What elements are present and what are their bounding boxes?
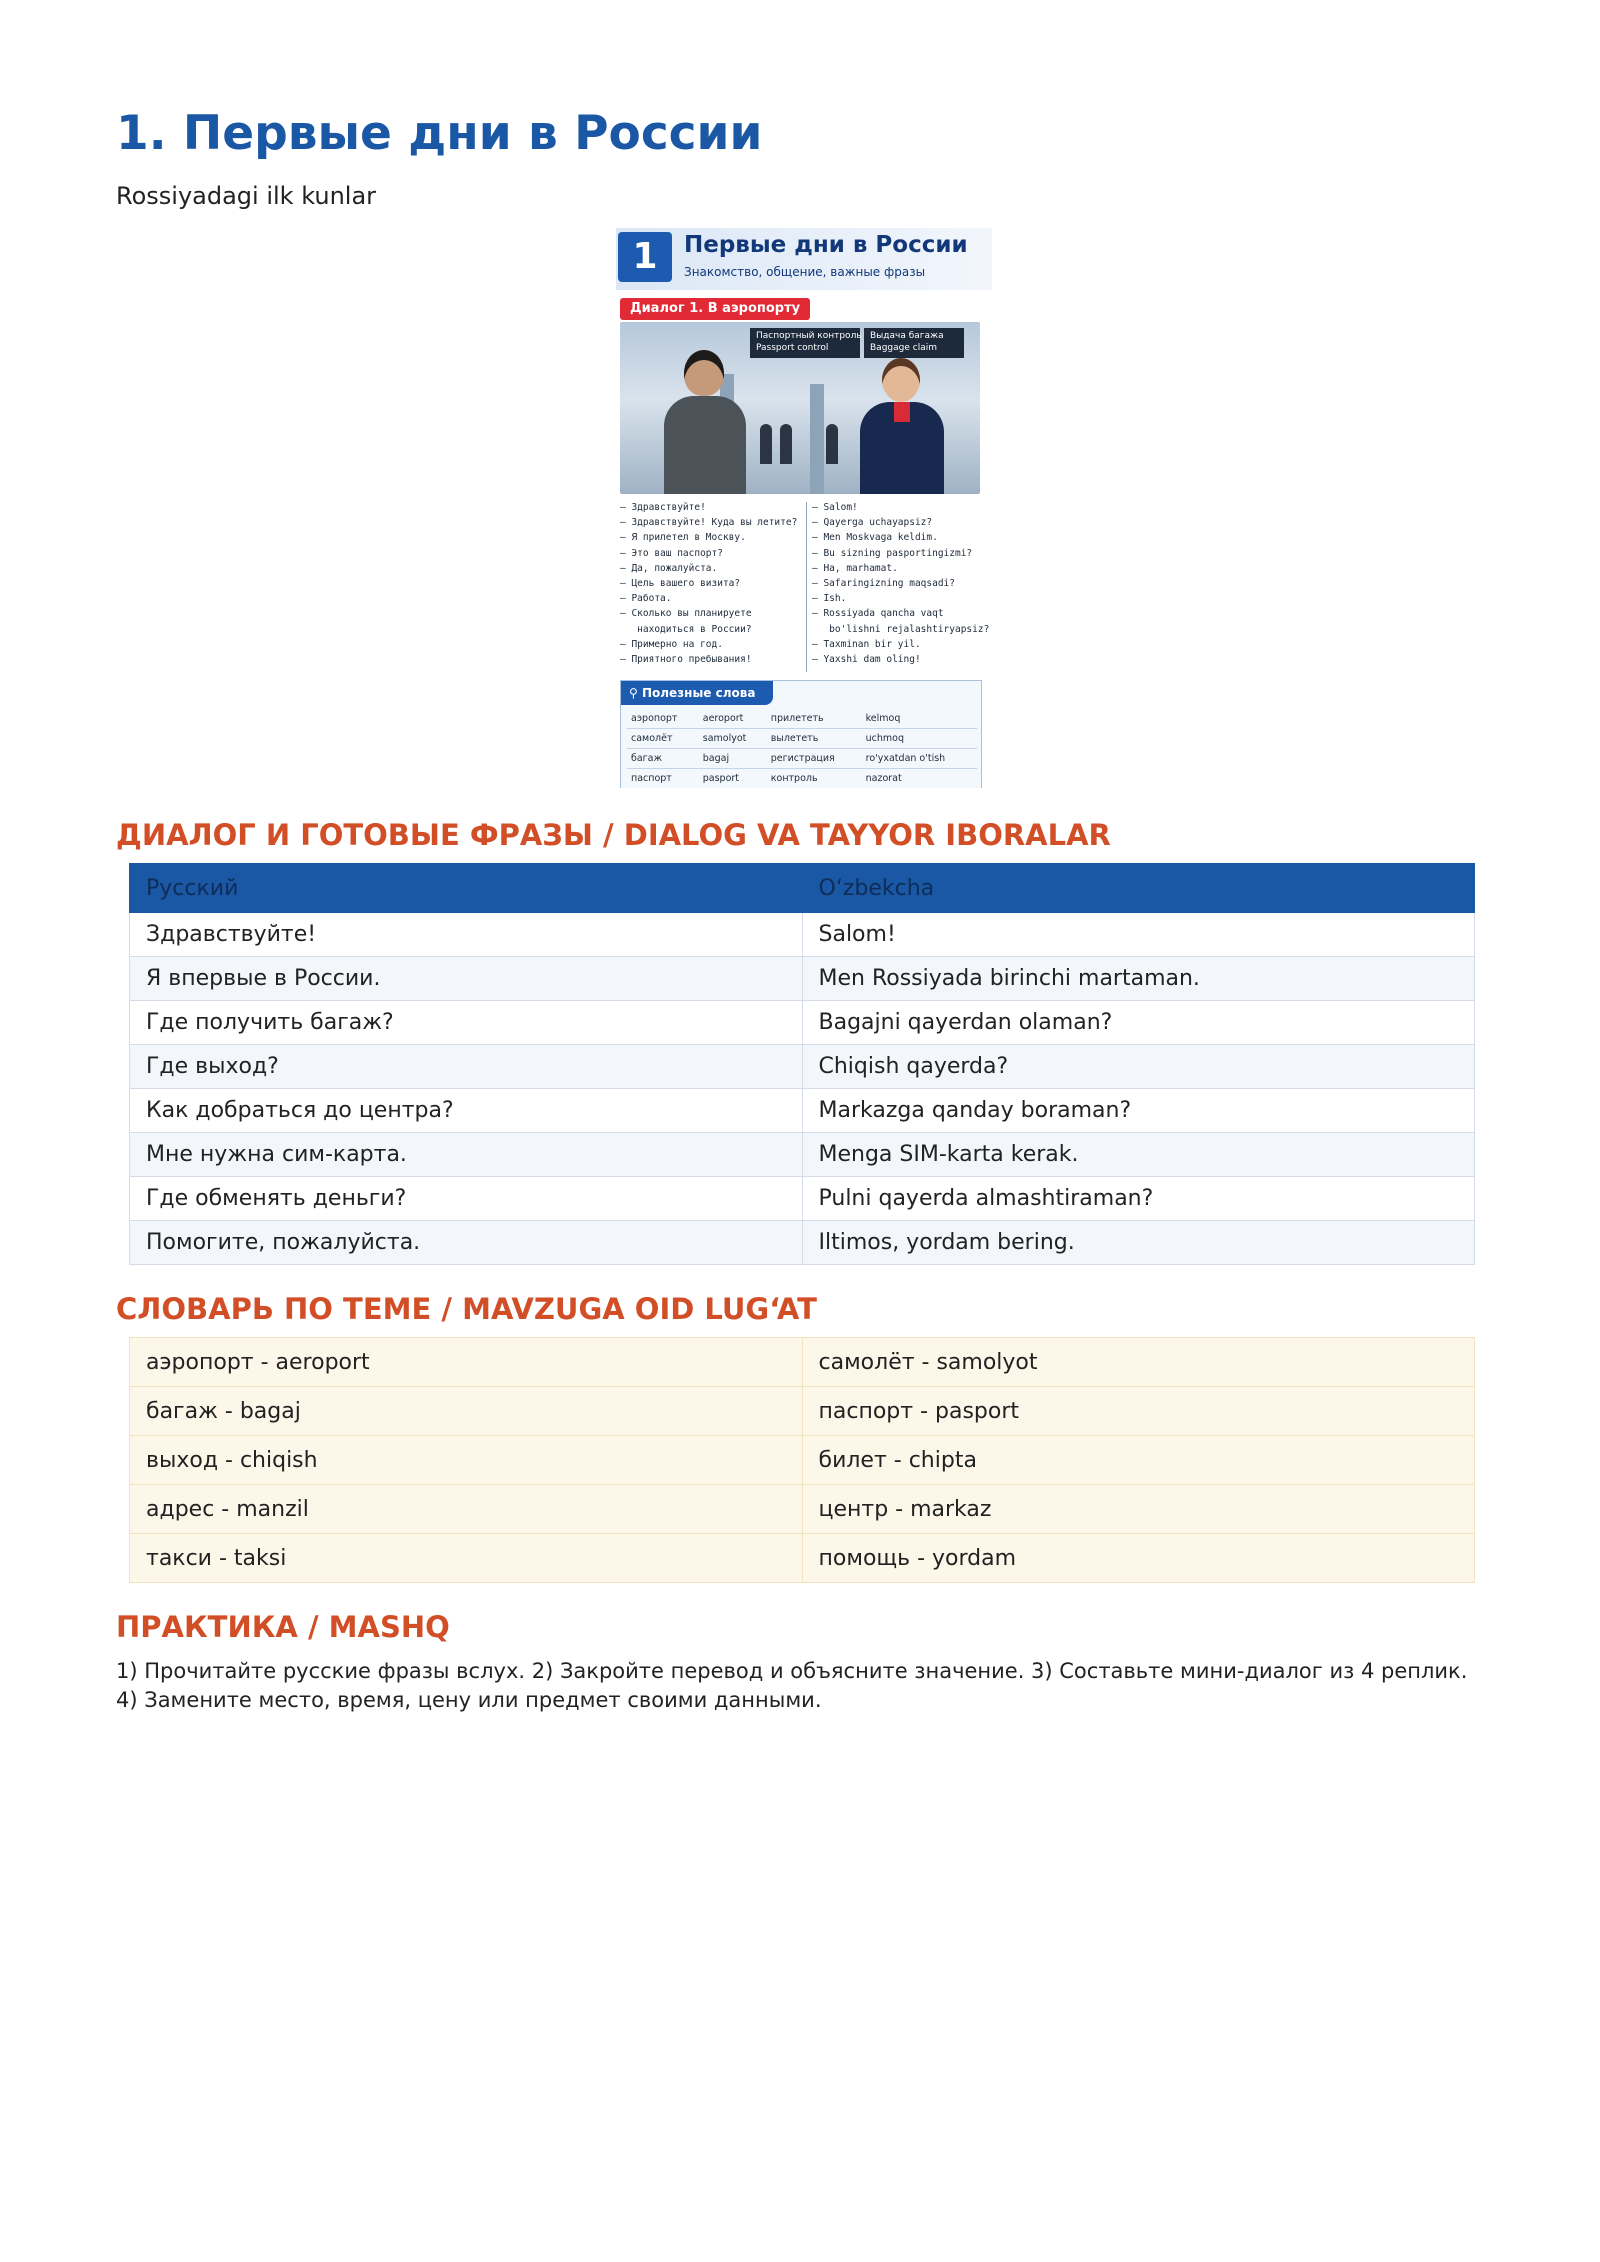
- vocab-cell: aeroport: [699, 709, 767, 729]
- table-row: [130, 1338, 1475, 1387]
- vocab-entry: помощь - yordam: [802, 1534, 1475, 1583]
- vocab-cell: kelmoq: [862, 709, 977, 729]
- phrase-ru: Как добраться до центра?: [130, 1089, 803, 1133]
- illustration-vocab-title-text: Полезные слова: [641, 686, 756, 700]
- vocab-entry: самолёт - samolyot: [802, 1338, 1475, 1387]
- table-row: [130, 1387, 1475, 1436]
- vocab-cell: багаж: [627, 749, 699, 769]
- photo-traveler: [780, 424, 792, 464]
- vocab-entry: адрес - manzil: [130, 1485, 803, 1534]
- vocab-entry: центр - markaz: [802, 1485, 1475, 1534]
- phrase-uz: Markazga qanday boraman?: [802, 1089, 1475, 1133]
- table-row: [130, 1177, 1475, 1221]
- vocab-cell: ro'yxatdan o'tish: [862, 749, 977, 769]
- photo-column: [810, 384, 824, 494]
- vocab-entry: билет - chipta: [802, 1436, 1475, 1485]
- illustration-vocab-row: [627, 709, 977, 729]
- column-header-russian: Русский: [130, 864, 803, 913]
- illustration-vocab-row: [627, 729, 977, 749]
- illustration-dialog-ru: — Здравствуйте! — Здравствуйте! Куда вы летите? — Я прилетел в Москву. — Это ваш паспорт? — Да, пожалуйста. — Цель вашего визита? — Работа. — Сколько вы планируете находиться в России? — Примерно на год. — Приятного пребывания!: [620, 502, 798, 666]
- vocab-entry: выход - chiqish: [130, 1436, 803, 1485]
- illustration-vocab-row: [627, 749, 977, 769]
- table-row: [130, 1089, 1475, 1133]
- phrase-ru: Где получить багаж?: [130, 1001, 803, 1045]
- vocab-entry: паспорт - pasport: [802, 1387, 1475, 1436]
- illustration-divider: [806, 502, 807, 672]
- phrase-ru: Где обменять деньги?: [130, 1177, 803, 1221]
- illustration-number: 1: [618, 232, 672, 282]
- phrase-uz: Chiqish qayerda?: [802, 1045, 1475, 1089]
- vocab-section-heading: СЛОВАРЬ ПО ТЕМЕ / MAVZUGA OID LUG‘AT: [116, 1292, 817, 1326]
- officer-figure: [850, 358, 950, 494]
- airport-photo: [620, 322, 980, 494]
- dialog-table: [129, 863, 1475, 1265]
- table-row: [130, 1133, 1475, 1177]
- vocab-cell: samolyot: [699, 729, 767, 749]
- phrase-uz: Bagajni qayerdan olaman?: [802, 1001, 1475, 1045]
- phrase-uz: Salom!: [802, 913, 1475, 957]
- vocab-cell: uchmoq: [862, 729, 977, 749]
- vocab-entry: багаж - bagaj: [130, 1387, 803, 1436]
- phrase-ru: Здравствуйте!: [130, 913, 803, 957]
- table-row: [130, 1045, 1475, 1089]
- illustration-dialog-uz: — Salom! — Qayerga uchayapsiz? — Men Moskvaga keldim. — Bu sizning pasportingizmi? — Ha, marhamat. — Safaringizning maqsadi? — Ish. — Rossiyada qancha vaqt bo'lishni rejalashtiryapsiz? — Taxminan bir yil. — Yaxshi dam oling!: [812, 502, 990, 666]
- dialog-table-header: [130, 864, 1475, 913]
- illustration-vocab-table: [627, 709, 977, 788]
- illustration-dialog-label: Диалог 1. В аэропорту: [620, 298, 810, 320]
- vocab-cell: bagaj: [699, 749, 767, 769]
- illustration-subtitle: Знакомство, общение, важные фразы: [684, 265, 926, 279]
- photo-traveler: [760, 424, 772, 464]
- practice-text: 1) Прочитайте русские фразы вслух. 2) Закройте перевод и объясните значение. 3) Составьте мини-диалог из 4 реплик. 4) Замените место, время, цену или предмет своими данными.: [116, 1659, 1468, 1712]
- table-row: [130, 913, 1475, 957]
- baggage-claim-sign: Выдача багажа Baggage claim: [864, 328, 964, 358]
- phrase-uz: Men Rossiyada birinchi martaman.: [802, 957, 1475, 1001]
- vocab-cell: nazorat: [862, 769, 977, 789]
- phrase-uz: Menga SIM-karta kerak.: [802, 1133, 1475, 1177]
- vocab-table: [129, 1337, 1475, 1583]
- illustration-vocab-row: [627, 769, 977, 789]
- vocab-cell: регистрация: [767, 749, 862, 769]
- phrase-ru: Помогите, пожалуйста.: [130, 1221, 803, 1265]
- dialog-section-heading: ДИАЛОГ И ГОТОВЫЕ ФРАЗЫ / DIALOG VA TAYYOR IBORALAR: [116, 818, 1111, 852]
- illustration-vocab-box: [620, 680, 982, 788]
- passport-control-sign: Паспортный контроль Passport control: [750, 328, 860, 358]
- table-row: [130, 1485, 1475, 1534]
- practice-section-heading: ПРАКТИКА / MASHQ: [116, 1610, 450, 1644]
- vocab-entry: аэропорт - aeroport: [130, 1338, 803, 1387]
- page-subtitle: Rossiyadagi ilk kunlar: [116, 182, 377, 210]
- table-row: [130, 1534, 1475, 1583]
- photo-traveler: [826, 424, 838, 464]
- illustration-vocab-title: [621, 681, 773, 705]
- vocab-cell: вылететь: [767, 729, 862, 749]
- illustration-title: Первые дни в России: [684, 232, 968, 258]
- phrase-uz: Pulni qayerda almashtiraman?: [802, 1177, 1475, 1221]
- table-row: [130, 1436, 1475, 1485]
- vocab-cell: самолёт: [627, 729, 699, 749]
- table-row: [130, 1221, 1475, 1265]
- vocab-cell: прилететь: [767, 709, 862, 729]
- lesson-illustration: [616, 228, 992, 788]
- vocab-cell: аэропорт: [627, 709, 699, 729]
- vocab-entry: такси - taksi: [130, 1534, 803, 1583]
- column-header-uzbek: O‘zbekcha: [802, 864, 1475, 913]
- traveler-figure: [656, 350, 746, 494]
- phrase-ru: Где выход?: [130, 1045, 803, 1089]
- location-pin-icon: ⚲: [629, 686, 642, 700]
- page-title: 1. Первые дни в России: [116, 106, 763, 161]
- illustration-header: [616, 228, 992, 290]
- vocab-cell: паспорт: [627, 769, 699, 789]
- phrase-uz: Iltimos, yordam bering.: [802, 1221, 1475, 1265]
- vocab-cell: pasport: [699, 769, 767, 789]
- phrase-ru: Я впервые в России.: [130, 957, 803, 1001]
- table-row: [130, 957, 1475, 1001]
- table-row: [130, 1001, 1475, 1045]
- phrase-ru: Мне нужна сим-карта.: [130, 1133, 803, 1177]
- vocab-cell: контроль: [767, 769, 862, 789]
